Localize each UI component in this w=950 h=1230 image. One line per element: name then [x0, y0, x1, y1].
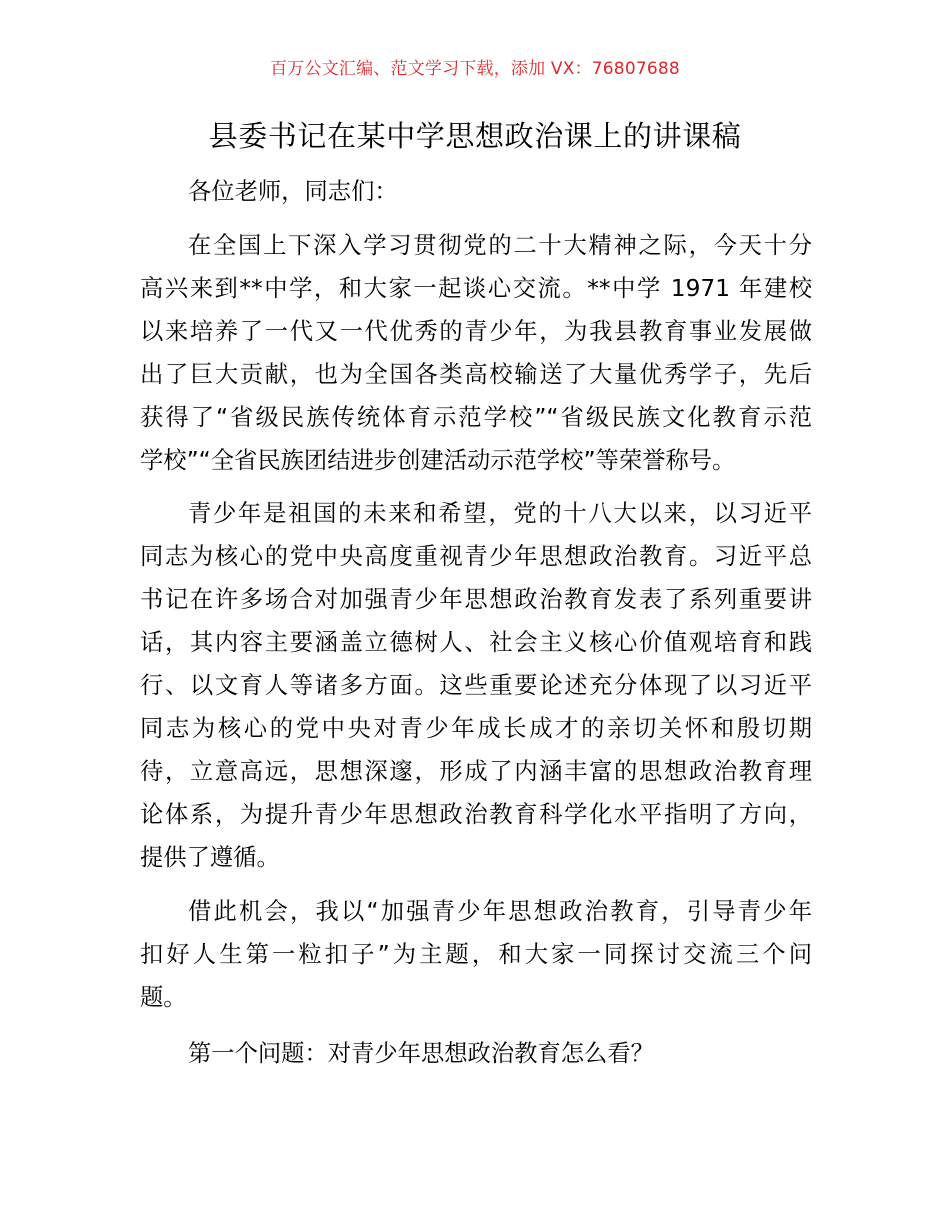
paragraph-line: 扣好人生第一粒扣子”为主题，和大家一同探讨交流三个问	[140, 941, 812, 968]
paragraph-line: 获得了“省级民族传统体育示范学校”“省级民族文化教育示范	[140, 404, 812, 431]
paragraph-line: 提供了遵循。	[140, 844, 280, 871]
section-heading-question-1	[140, 1032, 812, 1075]
paragraph-line: 以来培养了一代又一代优秀的青少年，为我县教育事业发展做	[140, 318, 812, 345]
paragraph-line: 待，立意高远，思想深邃，形成了内涵丰富的思想政治教育理	[140, 758, 812, 785]
document-title: 县委书记在某中学思想政治课上的讲课稿	[208, 119, 742, 153]
salutation-line: 各位老师，同志们：	[188, 178, 398, 205]
paragraph-1	[140, 224, 812, 482]
paragraph-3	[140, 890, 812, 1019]
paragraph-line: 借此机会，我以“加强青少年思想政治教育，引导青少年	[188, 898, 812, 925]
paragraph-line: 同志为核心的党中央高度重视青少年思想政治教育。习近平总	[140, 543, 812, 570]
paragraph-line: 第一个问题：对青少年思想政治教育怎么看？	[188, 1040, 654, 1067]
paragraph-line: 论体系，为提升青少年思想政治教育科学化水平指明了方向，	[140, 801, 812, 828]
paragraph-line: 学校”“全省民族团结进步创建活动示范学校”等荣誉称号。	[140, 447, 736, 474]
paragraph-line: 话，其内容主要涵盖立德树人、社会主义核心价值观培育和践	[140, 629, 812, 656]
paragraph-line: 书记在许多场合对加强青少年思想政治教育发表了系列重要讲	[140, 586, 812, 613]
paragraph-line: 题。	[140, 984, 187, 1011]
paragraph-2	[140, 492, 812, 879]
paragraph-line: 同志为核心的党中央对青少年成长成才的亲切关怀和殷切期	[140, 715, 812, 742]
paragraph-line: 在全国上下深入学习贯彻党的二十大精神之际，今天十分	[188, 232, 812, 259]
paragraph-line: 高兴来到**中学，和大家一起谈心交流。**中学 1971 年建校	[140, 275, 812, 302]
paragraph-line: 青少年是祖国的未来和希望，党的十八大以来，以习近平	[188, 500, 812, 527]
paragraph-line: 出了巨大贡献，也为全国各类高校输送了大量优秀学子，先后	[140, 361, 812, 388]
salutation	[140, 170, 812, 213]
watermark-header: 百万公文汇编、范文学习下载，添加 VX：76807688	[270, 59, 680, 79]
paragraph-line: 行、以文育人等诸多方面。这些重要论述充分体现了以习近平	[140, 672, 812, 699]
